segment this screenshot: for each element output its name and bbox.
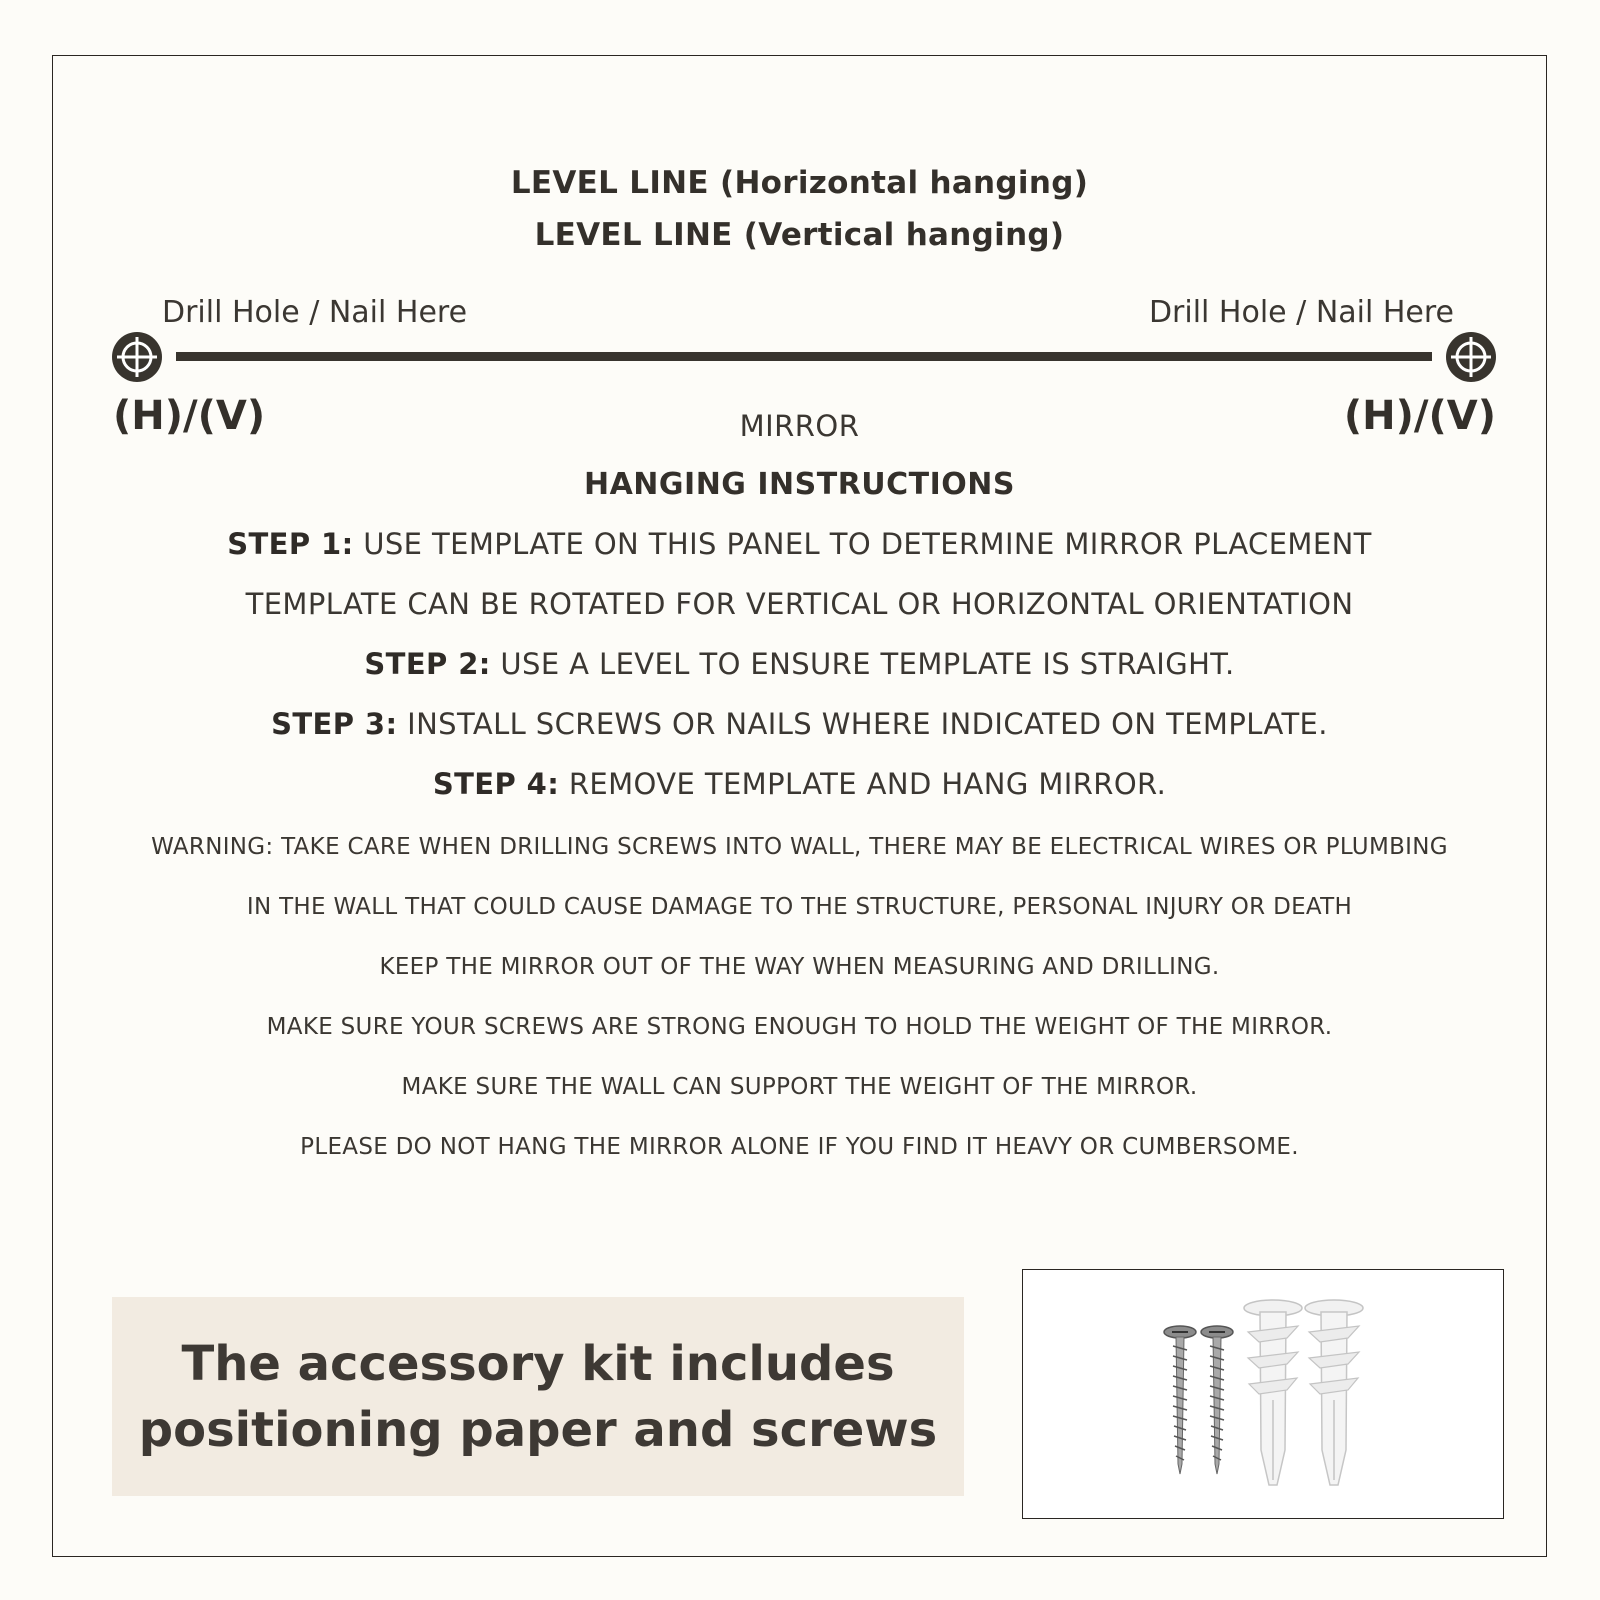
step-2-text: USE A LEVEL TO ENSURE TEMPLATE IS STRAIGHT. [490,647,1235,681]
crosshair-icon-right [1446,332,1496,382]
level-line-horizontal-title: LEVEL LINE (Horizontal hanging) [510,165,1089,201]
screw-icon [1201,1326,1233,1474]
step-1-line [52,527,1547,561]
step-1-note: TEMPLATE CAN BE ROTATED FOR VERTICAL OR HORIZONTAL ORIENTATION [245,587,1354,621]
step-3-text: INSTALL SCREWS OR NAILS WHERE INDICATED ON TEMPLATE. [397,707,1328,741]
step-3-line [52,707,1547,741]
wall-anchor-icon [1305,1300,1363,1485]
step-4-text: REMOVE TEMPLATE AND HANG MIRROR. [559,767,1167,801]
step-4-label: STEP 4: [432,767,560,801]
drill-hole-label-left: Drill Hole / Nail Here [162,295,468,330]
warning-line: MAKE SURE THE WALL CAN SUPPORT THE WEIGHT OF THE MIRROR. [401,1074,1198,1100]
warning-line: KEEP THE MIRROR OUT OF THE WAY WHEN MEASURING AND DRILLING. [379,954,1220,980]
crosshair-icon-left [112,332,162,382]
step-2-line [52,647,1547,681]
screw-icon [1164,1326,1196,1474]
step-2-label: STEP 2: [364,647,491,681]
step-1-text: USE TEMPLATE ON THIS PANEL TO DETERMINE MIRROR PLACEMENT [353,527,1372,561]
screws-and-anchors-image [1023,1270,1503,1518]
step-4-line [52,767,1547,801]
hardware-photo [1022,1269,1504,1519]
accessory-kit-callout [112,1297,964,1496]
wall-anchor-icon [1244,1300,1302,1485]
level-line [0,320,1600,400]
hanging-instructions-title: HANGING INSTRUCTIONS [583,467,1016,502]
step-1-label: STEP 1: [227,527,354,561]
warning-line: WARNING: TAKE CARE WHEN DRILLING SCREWS INTO WALL, THERE MAY BE ELECTRICAL WIRES OR PLUMBING [151,834,1448,860]
mirror-label: MIRROR [739,409,860,443]
step-3-label: STEP 3: [271,707,398,741]
drill-hole-label-right: Drill Hole / Nail Here [1148,295,1454,330]
accessory-kit-line-1: The accessory kit includes [181,1336,895,1392]
accessory-kit-line-2: positioning paper and screws [138,1402,938,1458]
warning-line: MAKE SURE YOUR SCREWS ARE STRONG ENOUGH TO HOLD THE WEIGHT OF THE MIRROR. [266,1014,1333,1040]
warning-line: IN THE WALL THAT COULD CAUSE DAMAGE TO THE STRUCTURE, PERSONAL INJURY OR DEATH [246,894,1353,920]
level-line-bar [176,352,1432,361]
level-line-vertical-title: LEVEL LINE (Vertical hanging) [534,217,1065,253]
warning-line: PLEASE DO NOT HANG THE MIRROR ALONE IF YOU FIND IT HEAVY OR CUMBERSOME. [300,1134,1299,1160]
hv-label-right: (H)/(V) [1343,393,1496,439]
hv-label-left: (H)/(V) [113,393,266,439]
